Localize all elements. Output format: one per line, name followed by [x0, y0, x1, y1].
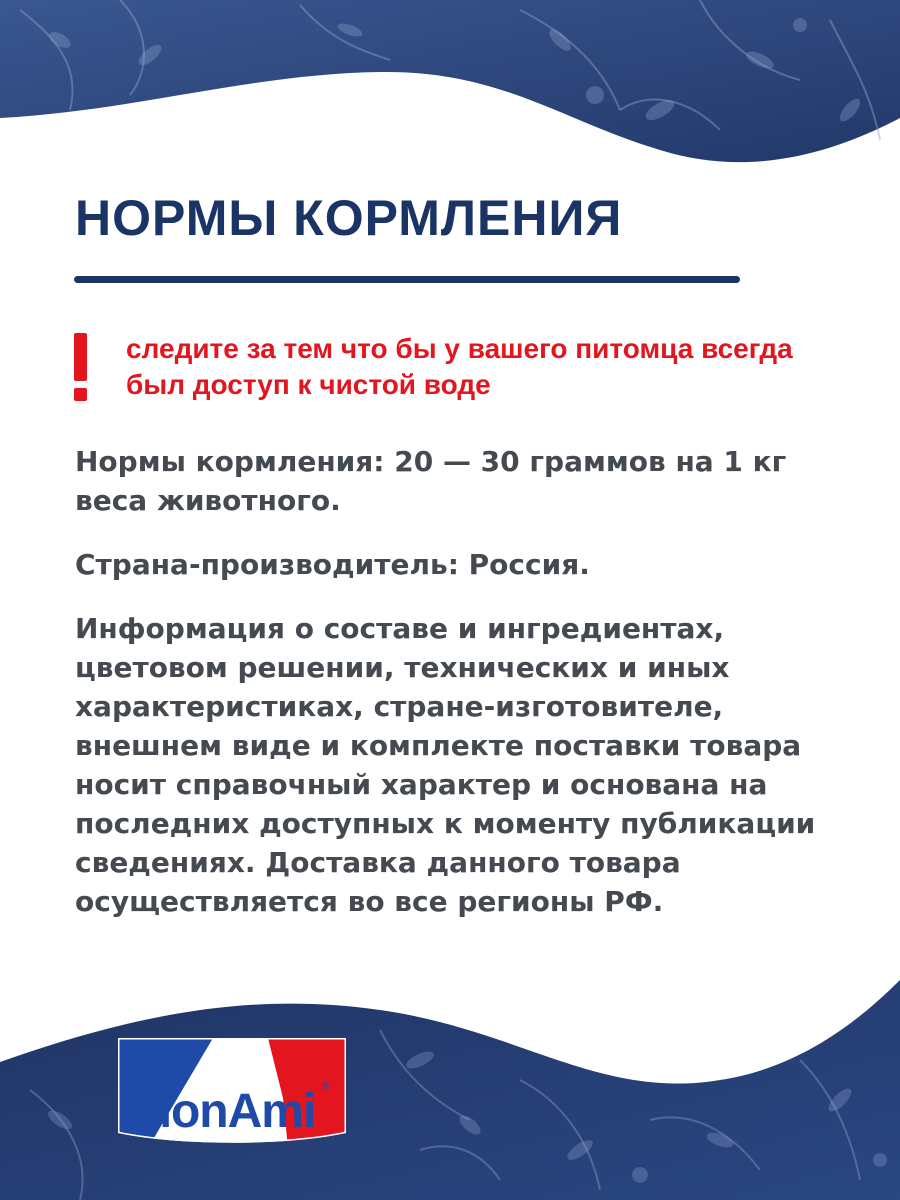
floral-pattern-top [0, 0, 900, 162]
monami-logo [118, 1038, 346, 1148]
country-of-origin-text: Страна-производитель: Россия. [75, 548, 590, 581]
title-divider [74, 276, 740, 283]
feeding-norms-text: Нормы кормления: 20 — 30 граммов на 1 кг веса животного. [75, 445, 787, 517]
water-warning: следите за тем что бы у вашего питомца всегда был доступ к чистой воде [126, 333, 793, 400]
page-title: НОРМЫ КОРМЛЕНИЯ [75, 190, 623, 246]
disclaimer-text: Информация о составе и ингредиентах, цветовом решении, технических и иных характеристиках, стране-изготовителе, внешнем виде и комплекте поставки товара носит справочный характер и основана на последних доступных к моменту публикации сведениях. Доставка данного товара осуществляется во все регионы РФ. [75, 612, 816, 918]
registered-mark: ® [320, 1081, 330, 1092]
logo-wordmark: MonAmi [132, 1085, 316, 1138]
exclamation-icon [66, 333, 96, 401]
